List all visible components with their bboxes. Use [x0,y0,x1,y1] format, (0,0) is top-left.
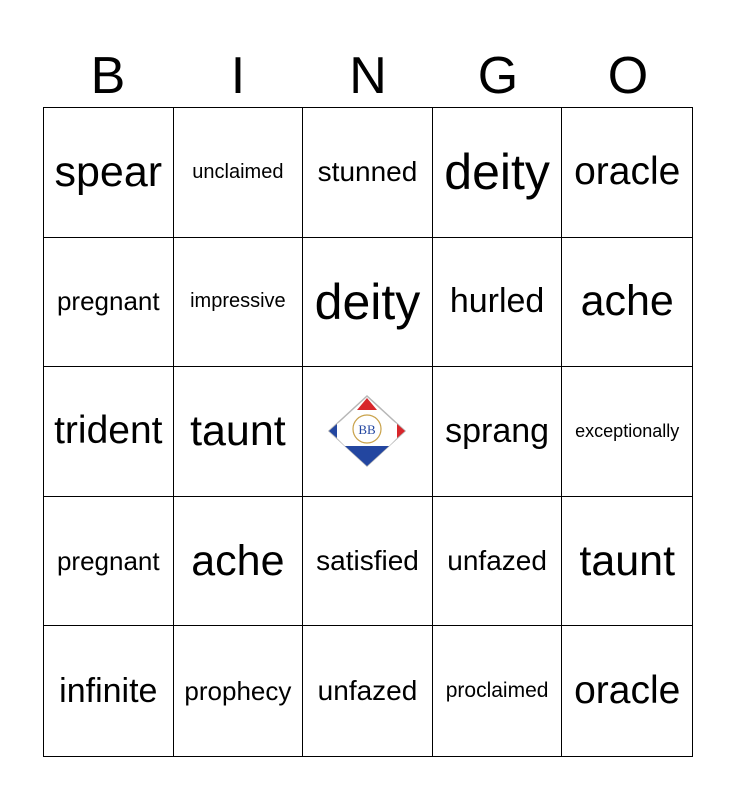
header-letter-i: I [230,47,246,105]
bingo-cell[interactable]: trident [44,367,174,497]
bingo-cell[interactable]: unclaimed [174,108,304,238]
bingo-cell[interactable]: unfazed [303,626,433,756]
bingo-cell[interactable]: proclaimed [433,626,563,756]
bingo-cell[interactable]: ache [562,238,692,368]
bingo-baker-logo-icon [327,394,407,468]
bingo-cell[interactable]: ache [174,497,304,627]
header-letter-n: N [349,47,387,105]
header-letter-g: G [477,47,519,105]
bingo-cell[interactable]: exceptionally [562,367,692,497]
bingo-cell[interactable]: oracle [574,669,681,713]
bingo-cell[interactable]: prophecy [174,626,304,756]
logo-monogram: BB [358,422,377,438]
bingo-cell[interactable]: hurled [433,238,563,368]
bingo-cell[interactable]: pregnant [44,497,174,627]
bingo-cell[interactable]: deity [433,108,563,238]
bingo-cell[interactable]: unfazed [433,497,563,627]
bingo-cell[interactable]: pregnant [44,238,174,368]
free-space[interactable] [303,367,433,497]
bingo-cell[interactable]: taunt [562,497,692,627]
bingo-header [43,46,693,106]
bingo-card-grid [43,107,693,757]
bingo-cell[interactable]: stunned [303,108,433,238]
header-letter-b: B [90,47,126,105]
header-letter-o: O [607,47,649,105]
bingo-cell[interactable]: deity [303,238,433,368]
bingo-cell[interactable]: spear [44,108,174,238]
bingo-cell[interactable]: satisfied [303,497,433,627]
bingo-cell[interactable]: oracle [562,108,692,238]
bingo-cell[interactable]: sprang [433,367,563,497]
bingo-cell[interactable]: taunt [174,367,304,497]
bingo-cell[interactable]: infinite [44,626,174,756]
bingo-cell[interactable]: impressive [174,238,304,368]
